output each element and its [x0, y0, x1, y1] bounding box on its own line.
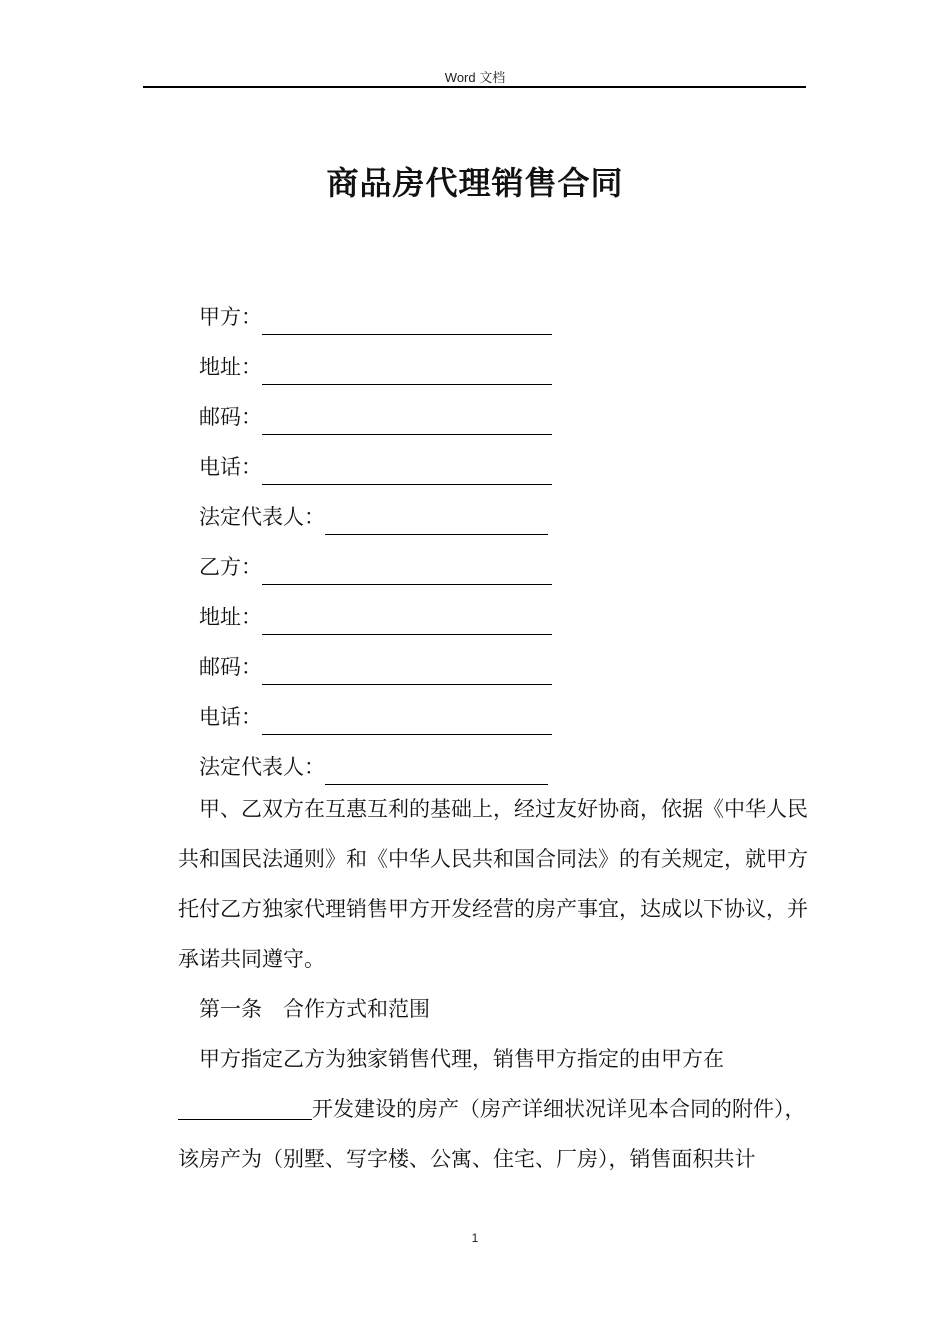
contract-body [178, 784, 818, 1184]
fill-in-blank [262, 410, 552, 435]
fill-in-blank [262, 710, 552, 735]
fill-in-blank [262, 610, 552, 635]
field-label: 甲方： [199, 305, 262, 329]
header-text: Word 文档 [444, 70, 506, 85]
article-number: 第一条 [199, 997, 262, 1021]
fill-in-blank [262, 560, 552, 585]
fill-in-blank [262, 310, 552, 335]
field-label: 法定代表人： [199, 505, 325, 529]
article-heading: 合作方式和范围 [283, 997, 430, 1021]
fill-in-blank [262, 660, 552, 685]
field-label: 乙方： [199, 555, 262, 579]
field-label: 邮码： [199, 655, 262, 679]
document-title: 商品房代理销售合同 [326, 164, 624, 202]
party-a-postcode-field [199, 392, 552, 442]
party-a-address-field [199, 342, 552, 392]
field-label: 邮码： [199, 405, 262, 429]
article-text-before-blank: 甲方指定乙方为独家销售代理，销售甲方指定的由甲方在 [199, 1047, 724, 1071]
field-label: 电话： [199, 455, 262, 479]
preamble-paragraph: 甲、乙双方在互惠互利的基础上，经过友好协商，依据《中华人民共和国民法通则》和《中华人民共和国合同法》的有关规定，就甲方托付乙方独家代理销售甲方开发经营的房产事宜，达成以下协议，并承诺共同遵守。 [178, 797, 808, 971]
party-a-legal-rep-field [199, 492, 552, 542]
fill-in-blank [178, 1095, 312, 1120]
party-b-phone-field [199, 692, 552, 742]
field-label: 法定代表人： [199, 755, 325, 779]
fill-in-blank [262, 360, 552, 385]
party-a-phone-field [199, 442, 552, 492]
header-divider [143, 86, 806, 88]
article-1-heading [178, 984, 818, 1034]
party-a-name-field [199, 292, 552, 342]
party-b-address-field [199, 592, 552, 642]
party-b-name-field [199, 542, 552, 592]
fill-in-blank [325, 760, 548, 785]
article-1-paragraph [178, 1034, 818, 1184]
party-b-postcode-field [199, 642, 552, 692]
field-label: 电话： [199, 705, 262, 729]
party-info-fields [199, 292, 552, 792]
fill-in-blank [262, 460, 552, 485]
fill-in-blank [325, 510, 548, 535]
page-number: 1 [471, 1231, 479, 1245]
article-text-after-blank: 开发建设的房产（房产详细状况详见本合同的附件），该房产为（别墅、写字楼、公寓、住宅、厂房），销售面积共计 [178, 1097, 806, 1171]
field-label: 地址： [199, 355, 262, 379]
field-label: 地址： [199, 605, 262, 629]
